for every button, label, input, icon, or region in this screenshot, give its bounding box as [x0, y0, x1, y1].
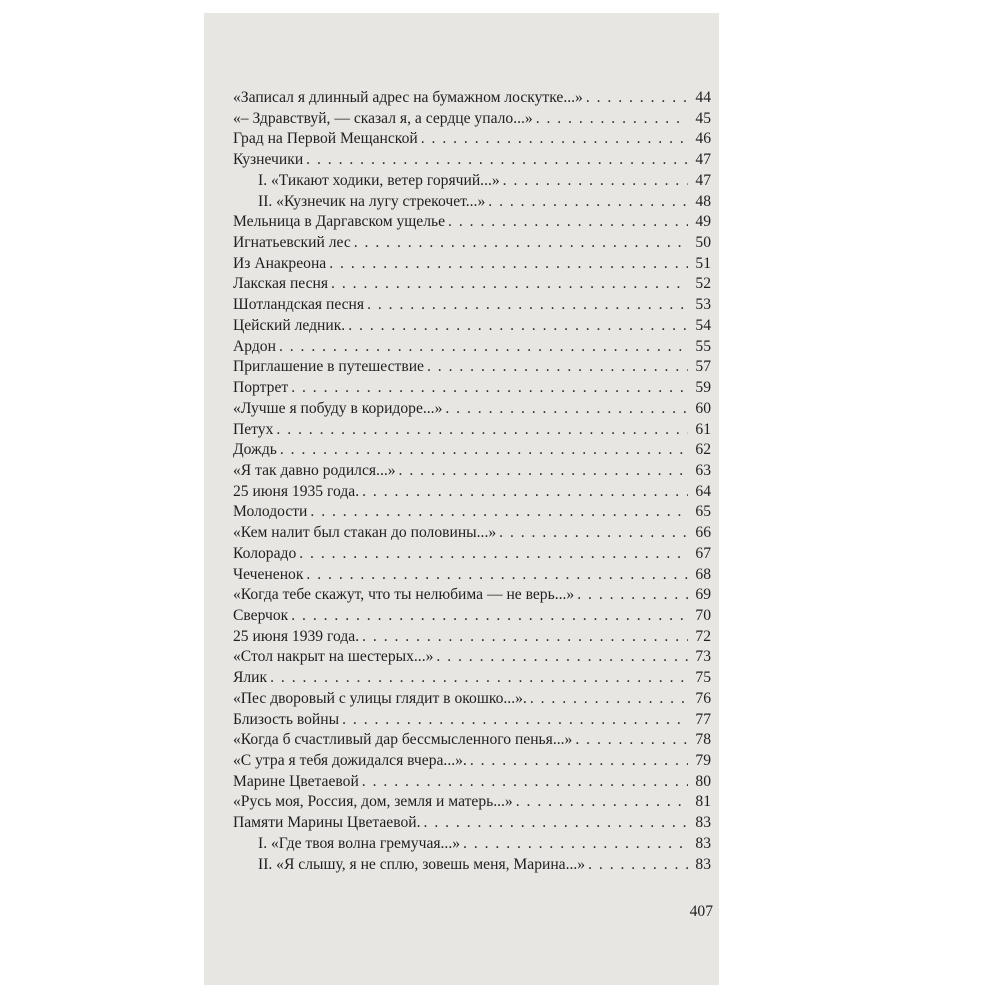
toc-entry-page: 44 — [695, 89, 711, 106]
toc-entry-title: Колорадо — [233, 544, 297, 562]
dot-leader — [310, 502, 688, 523]
dot-leader — [424, 813, 688, 834]
toc-entry-title: Петух — [233, 420, 274, 438]
dot-leader — [463, 834, 688, 855]
dot-leader — [470, 751, 688, 772]
toc-entry-page: 78 — [695, 731, 711, 749]
toc-entry — [233, 482, 711, 503]
toc-entry-page: 51 — [695, 254, 711, 272]
toc-entry-page: 63 — [695, 461, 711, 479]
toc-entry — [233, 627, 711, 648]
toc-entry — [233, 129, 711, 150]
toc-entry-page: 79 — [695, 752, 711, 769]
toc-entry-title: Памяти Марины Цветаевой. — [233, 814, 421, 832]
toc-entry — [233, 109, 711, 130]
table-of-contents — [233, 88, 711, 875]
toc-entry-title: «Лучше я побуду в коридоре...» — [233, 399, 443, 417]
dot-leader — [362, 772, 688, 793]
toc-entry — [233, 647, 711, 668]
dot-leader — [306, 150, 688, 171]
toc-entry — [233, 316, 711, 337]
toc-entry — [233, 606, 711, 627]
toc-entry-page: 54 — [695, 316, 711, 334]
toc-entry-page: 75 — [695, 669, 711, 687]
dot-leader — [367, 295, 688, 316]
dot-leader — [503, 171, 688, 192]
toc-entry-page: 69 — [695, 586, 711, 604]
toc-entry-page: 76 — [695, 689, 711, 707]
toc-entry-title: Приглашение в путешествие — [233, 358, 424, 376]
toc-entry-title: «Стол накрыт на шестерых...» — [233, 648, 434, 666]
dot-leader — [299, 544, 688, 565]
dot-leader — [575, 730, 688, 751]
toc-entry-page: 72 — [695, 627, 711, 645]
toc-entry — [233, 357, 711, 378]
toc-entry-title: «Русь моя, Россия, дом, земля и матерь...» — [233, 793, 513, 811]
toc-entry-title: Лакская песня — [233, 275, 329, 293]
toc-entry — [233, 274, 711, 295]
toc-entry — [233, 254, 711, 275]
dot-leader — [427, 357, 688, 378]
dot-leader — [499, 523, 688, 544]
toc-entry — [233, 523, 711, 544]
toc-entry-title: Град на Первой Мещанской — [233, 130, 418, 148]
dot-leader — [577, 585, 688, 606]
toc-entry-title: Близость войны — [233, 710, 340, 728]
toc-entry-title: «Я так давно родился...» — [233, 461, 396, 479]
toc-entry-page: 80 — [695, 772, 711, 790]
toc-entry — [233, 689, 711, 710]
toc-entry-title: Сверчок — [233, 606, 289, 624]
dot-leader — [342, 710, 688, 731]
toc-entry — [233, 585, 711, 606]
dot-leader — [354, 233, 688, 254]
dot-leader — [280, 440, 688, 461]
toc-entry — [233, 420, 711, 441]
toc-entry — [233, 337, 711, 358]
toc-entry-title: Молодости — [233, 503, 308, 521]
toc-entry-page: 64 — [695, 482, 711, 500]
toc-entry — [233, 192, 711, 213]
toc-entry-page: 67 — [695, 544, 711, 562]
toc-entry — [233, 751, 711, 772]
dot-leader — [488, 192, 688, 213]
toc-entry-title: «Кем налит был стакан до половины...» — [233, 524, 497, 542]
toc-entry-title: Дождь — [233, 441, 277, 459]
toc-entry-page: 55 — [695, 337, 711, 355]
toc-entry-page: 47 — [695, 171, 711, 189]
toc-entry-title: Шотландская песня — [233, 296, 365, 314]
toc-entry-page: 52 — [695, 275, 711, 293]
toc-entry-title: Из Анакреона — [233, 254, 327, 272]
toc-entry-page: 61 — [695, 420, 711, 438]
toc-entry-page: 53 — [695, 296, 711, 314]
toc-entry-page: 59 — [695, 379, 711, 397]
dot-leader — [362, 482, 688, 503]
toc-entry-title: Мельница в Даргавском ущелье — [233, 213, 446, 231]
dot-leader — [362, 627, 688, 648]
toc-entry — [233, 502, 711, 523]
toc-entry — [233, 710, 711, 731]
toc-entry-title: I. «Где твоя волна гремучая...» — [258, 834, 461, 852]
toc-entry — [233, 378, 711, 399]
toc-entry-page: 45 — [695, 109, 711, 127]
toc-entry-page: 48 — [695, 192, 711, 210]
toc-entry — [233, 565, 711, 586]
dot-leader — [448, 212, 688, 233]
toc-entry — [233, 668, 711, 689]
dot-leader — [279, 337, 688, 358]
dot-leader — [291, 606, 688, 627]
toc-entry-page: 50 — [695, 234, 711, 252]
toc-entry — [233, 772, 711, 793]
toc-entry-page: 60 — [695, 399, 711, 417]
dot-leader — [536, 109, 688, 130]
toc-entry-title: «Пес дворовый с улицы глядит в окошко...». — [233, 689, 527, 707]
toc-entry — [233, 399, 711, 420]
dot-leader — [421, 129, 688, 150]
toc-entry-page: 65 — [695, 503, 711, 521]
toc-entry — [233, 855, 711, 876]
dot-leader — [276, 420, 688, 441]
dot-leader — [516, 792, 688, 813]
toc-entry-page: 83 — [695, 855, 711, 873]
toc-entry — [233, 171, 711, 192]
dot-leader — [436, 647, 688, 668]
toc-entry-title: «С утра я тебя дожидался вчера...». — [233, 752, 467, 769]
dot-leader — [530, 689, 688, 710]
toc-entry — [233, 813, 711, 834]
dot-leader — [588, 855, 688, 876]
toc-entry-page: 77 — [695, 710, 711, 728]
toc-entry-title: Ардон — [233, 337, 276, 355]
toc-entry-title: Марине Цветаевой — [233, 772, 359, 790]
toc-entry-title: II. «Кузнечик на лугу стрекочет...» — [258, 192, 486, 210]
toc-entry-page: 57 — [695, 358, 711, 376]
toc-entry — [233, 834, 711, 855]
toc-entry — [233, 792, 711, 813]
toc-entry-title: 25 июня 1935 года. — [233, 482, 360, 500]
dot-leader — [306, 565, 688, 586]
toc-entry-title: Чечененок — [233, 565, 304, 583]
toc-entry — [233, 150, 711, 171]
dot-leader — [329, 254, 688, 275]
toc-entry — [233, 88, 711, 109]
toc-entry-page: 83 — [695, 814, 711, 832]
dot-leader — [445, 399, 688, 420]
toc-entry-page: 66 — [695, 524, 711, 542]
toc-entry-title: «– Здравствуй, — сказал я, а сердце упало...» — [233, 109, 533, 127]
toc-entry-page: 49 — [695, 213, 711, 231]
toc-entry-title: Кузнечики — [233, 151, 304, 169]
toc-entry-page: 73 — [695, 648, 711, 666]
dot-leader — [586, 88, 688, 109]
dot-leader — [291, 378, 688, 399]
toc-entry — [233, 730, 711, 751]
toc-entry-title: «Когда б счастливый дар бессмысленного пенья...» — [233, 731, 573, 749]
toc-entry-title: II. «Я слышу, я не сплю, зовешь меня, Марина...» — [258, 855, 586, 873]
toc-entry-page: 62 — [695, 441, 711, 459]
toc-entry — [233, 461, 711, 482]
dot-leader — [348, 316, 688, 337]
toc-entry — [233, 212, 711, 233]
toc-entry-title: Цейский ледник. — [233, 316, 346, 334]
toc-entry-title: Портрет — [233, 379, 289, 397]
page-number: 407 — [689, 903, 713, 920]
toc-entry — [233, 544, 711, 565]
toc-entry-title: Игнатьевский лес — [233, 234, 351, 252]
dot-leader — [399, 461, 688, 482]
toc-entry-page: 46 — [695, 130, 711, 148]
toc-entry-page: 47 — [695, 151, 711, 169]
toc-entry-page: 68 — [695, 565, 711, 583]
toc-entry-title: 25 июня 1939 года. — [233, 627, 360, 645]
toc-entry — [233, 233, 711, 254]
toc-entry-page: 70 — [695, 606, 711, 624]
toc-entry-title: Ялик — [233, 669, 268, 687]
toc-entry-title: I. «Тикают ходики, ветер горячий...» — [258, 171, 500, 189]
toc-entry-page: 81 — [695, 793, 711, 811]
dot-leader — [331, 274, 688, 295]
toc-entry-page: 83 — [695, 834, 711, 852]
dot-leader — [270, 668, 688, 689]
toc-entry-title: «Записал я длинный адрес на бумажном лоскутке...» — [233, 89, 583, 106]
toc-entry — [233, 295, 711, 316]
toc-entry — [233, 440, 711, 461]
toc-entry-title: «Когда тебе скажут, что ты нелюбима — не верь...» — [233, 586, 575, 604]
